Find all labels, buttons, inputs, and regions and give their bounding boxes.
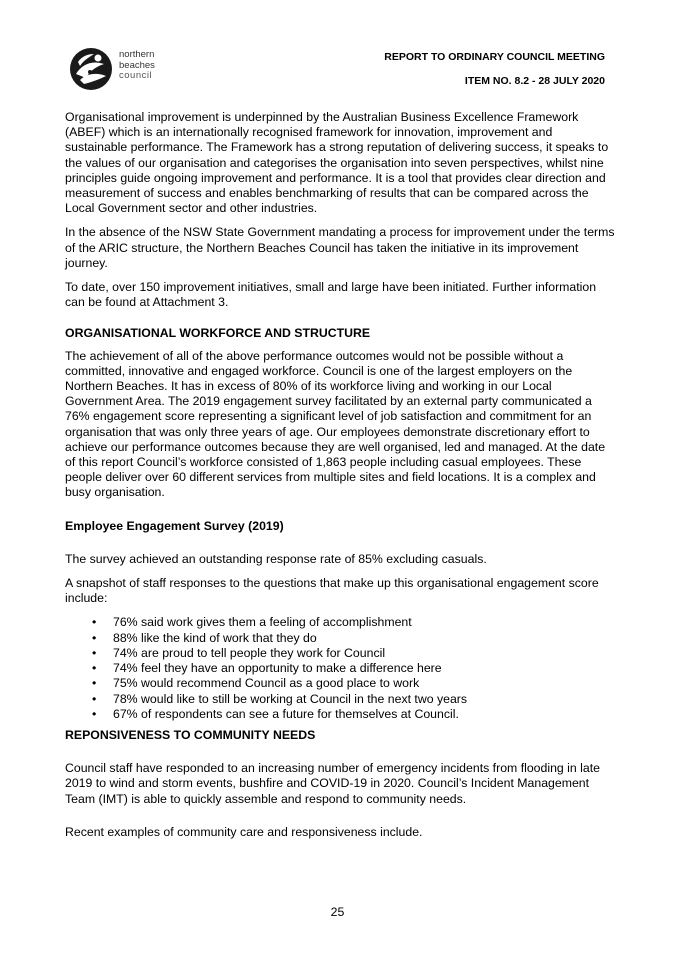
logo-line-1: northern <box>119 49 155 60</box>
paragraph-workforce: The achievement of all of the above performance outcomes would not be possible without a committed, innovative and engaged workforce. Council is one of the largest employers on the Northern Beaches. It has in excess of 80% of its workforce living and working in our Local Government Area. The 2019 engagement survey facilitated by an external party communicated a 76% engagement score representing a significant level of job satisfaction and commitment for an organisation that was only three years of age. Our employees demonstrate discretionary effort to achieve our performance outcomes because they are well organised, led and managed. At the date of this report Council’s workforce consisted of 1,863 people including casual employees. These people deliver over 60 different services from multiple sites and field locations. It is a complex and busy organisation. <box>65 348 606 500</box>
bullet-icon: • <box>92 661 97 676</box>
heading-responsiveness: REPONSIVENESS TO COMMUNITY NEEDS <box>65 727 316 742</box>
list-item: • 75% would recommend Council as a good place to work <box>92 676 420 691</box>
list-item: • 67% of respondents can see a future for themselves at Council. <box>92 706 459 721</box>
item-reference: ITEM NO. 8.2 - 28 JULY 2020 <box>464 75 605 87</box>
bullet-icon: • <box>92 615 97 630</box>
list-item: • 88% like the kind of work that they do <box>92 630 317 645</box>
list-item: • 74% are proud to tell people they work for Council <box>92 645 386 660</box>
logo-line-2: beaches <box>119 59 155 71</box>
document-body <box>65 110 615 849</box>
list-item: • 74% feel they have an opportunity to make a difference here <box>92 661 442 676</box>
page-number: 25 <box>330 905 345 919</box>
bullet-icon: • <box>92 676 97 691</box>
report-title: REPORT TO ORDINARY COUNCIL MEETING <box>384 51 605 63</box>
heading-survey: Employee Engagement Survey (2019) <box>65 518 284 533</box>
paragraph-response-rate: The survey achieved an outstanding response rate of 85% excluding casuals. <box>65 551 487 566</box>
paragraph-abef: Organisational improvement is underpinned by the Australian Business Excellence Framework (ABEF) which is an internationally recognised framework for innovation, improvement and sustainable performance. The Framework has a strong reputation of delivering success, it speaks to the values of our organisation and categorises the organisation into seven perspectives, whilst nine principles guide ongoing improvement and performance. It is a tool that provides clear direction and measurement of success and enables benchmarking of results that can be compared across the Local Government sector and other industries. <box>65 110 609 216</box>
survey-results-list <box>65 615 615 721</box>
heading-workforce: ORGANISATIONAL WORKFORCE AND STRUCTURE <box>65 326 371 341</box>
list-item: • 78% would like to still be working at Council in the next two years <box>92 691 468 706</box>
council-logo <box>68 46 168 92</box>
bullet-icon: • <box>92 691 97 706</box>
council-logo-wordmark <box>119 50 155 82</box>
bullet-icon: • <box>92 706 97 721</box>
paragraph-snapshot: A snapshot of staff responses to the questions that make up this organisational engagement score include: <box>65 576 599 606</box>
paragraph-initiatives: To date, over 150 improvement initiatives, small and large have been initiated. Further information can be found at Attachment 3. <box>65 280 597 310</box>
paragraph-recent-examples: Recent examples of community care and responsiveness include. <box>65 824 423 839</box>
paragraph-nsw: In the absence of the NSW State Government mandating a process for improvement under the terms of the ARIC structure, the Northern Beaches Council has taken the initiative in its improvement journey. <box>65 225 615 270</box>
bullet-icon: • <box>92 645 97 660</box>
bullet-icon: • <box>92 630 97 645</box>
list-item: • 76% said work gives them a feeling of accomplishment <box>92 615 412 630</box>
logo-line-3: council <box>119 70 153 81</box>
paragraph-emergency-response: Council staff have responded to an increasing number of emergency incidents from flooding in late 2019 to wind and storm events, bushfire and COVID-19 in 2020. Council’s Incident Management Team (IMT) is able to quickly assemble and respond to community needs. <box>65 761 600 806</box>
council-logo-icon <box>68 46 114 92</box>
